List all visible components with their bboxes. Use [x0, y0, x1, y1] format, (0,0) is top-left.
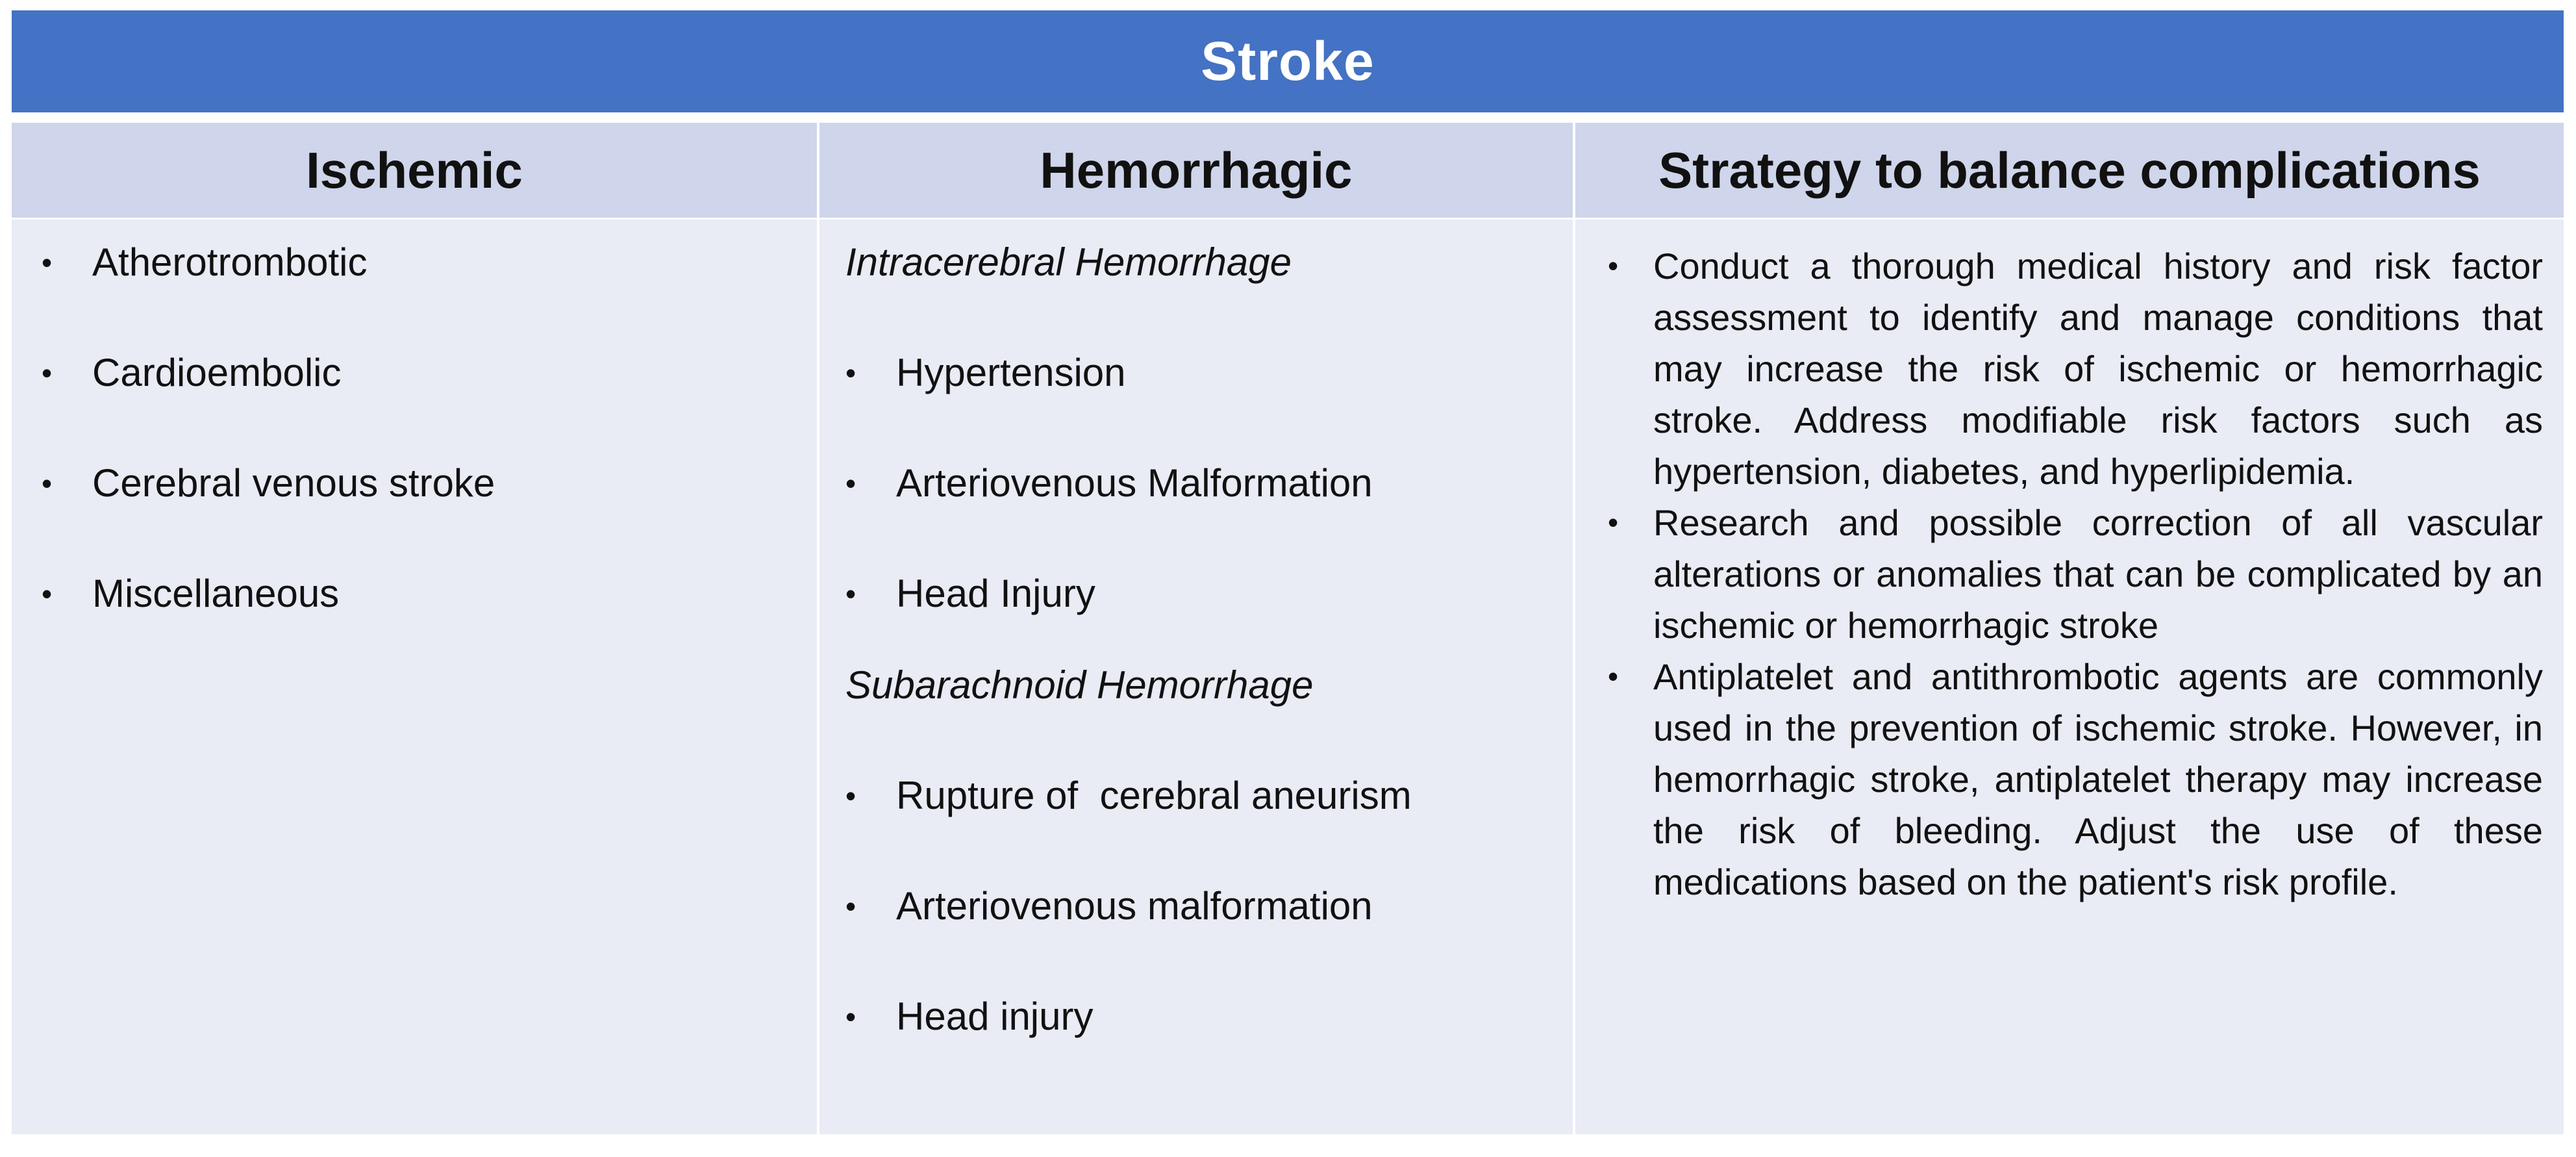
- intracerebral-list: [845, 350, 1373, 617]
- intracerebral-heading: Intracerebral Hemorrhage: [845, 240, 1292, 284]
- list-item: [1608, 497, 2543, 651]
- list-item: [845, 460, 1373, 507]
- ischemic-cell: [12, 220, 817, 1134]
- header-ischemic: [12, 123, 817, 218]
- header-strategy-label: Strategy to balance complications: [1658, 141, 2481, 199]
- subarachnoid-item: Arteriovenous malformation: [896, 884, 1373, 928]
- header-row: [12, 123, 2564, 218]
- strategy-item: Research and possible correction of all vascular alterations or anomalies that can be complicated by an ischemic or hemorrhagic stroke: [1653, 502, 2543, 646]
- ischemic-item: Atherotrombotic: [92, 240, 368, 284]
- body-row: [12, 220, 2564, 1134]
- table-title-bar: [12, 10, 2564, 112]
- table-title: Stroke: [1201, 31, 1375, 92]
- intracerebral-item: Head Injury: [896, 572, 1095, 615]
- bullet-icon: •: [845, 779, 857, 813]
- list-item: [1608, 240, 2543, 497]
- list-item: [845, 883, 1373, 930]
- intracerebral-item: Arteriovenous Malformation: [896, 461, 1373, 505]
- bullet-icon: •: [42, 577, 53, 611]
- subarachnoid-item: Head injury: [896, 995, 1094, 1038]
- ischemic-item: Cerebral venous stroke: [92, 461, 495, 505]
- subarachnoid-heading: Subarachnoid Hemorrhage: [845, 663, 1314, 707]
- subarachnoid-list: [845, 772, 1412, 1040]
- bullet-icon: •: [845, 466, 857, 500]
- header-hemorrhagic: [819, 123, 1573, 218]
- bullet-icon: •: [42, 356, 53, 390]
- header-ischemic-label: Ischemic: [306, 141, 523, 199]
- list-item: [845, 570, 1313, 617]
- intracerebral-item: Hypertension: [896, 351, 1126, 394]
- list-item: [845, 993, 1313, 1040]
- list-item: [845, 772, 1412, 819]
- strategy-list: [1608, 240, 2543, 908]
- ischemic-item: Miscellaneous: [92, 572, 340, 615]
- bullet-icon: •: [845, 356, 857, 390]
- bullet-icon: •: [42, 466, 53, 500]
- strategy-cell: [1575, 220, 2564, 1134]
- list-item: [1608, 651, 2543, 908]
- bullet-icon: •: [1608, 249, 1619, 283]
- list-item: [845, 350, 1313, 396]
- hemorrhagic-cell: [819, 220, 1573, 1134]
- bullet-icon: •: [1608, 659, 1619, 693]
- bullet-icon: •: [845, 577, 857, 611]
- stroke-table: [12, 10, 2564, 1134]
- header-hemorrhagic-label: Hemorrhagic: [1040, 141, 1353, 199]
- header-strategy: [1575, 123, 2564, 218]
- bullet-icon: •: [42, 246, 53, 279]
- strategy-item: Conduct a thorough medical history and risk factor assessment to identify and manage conditions that may increase the risk of ischemic or hemorrhagic stroke. Address modifiable risk factors such as hypertension, diabetes, and hyperlipidemia.: [1653, 246, 2543, 492]
- hemorrhagic-block: [845, 239, 1412, 1104]
- bullet-icon: •: [845, 889, 857, 923]
- strategy-item: Antiplatelet and antithrombotic agents are commonly used in the prevention of ischemic stroke. However, in hemorrhagic stroke, antiplatelet therapy may increase the risk of bleeding. Adjust the use of these medications based on the patient's risk profile.: [1653, 656, 2543, 902]
- ischemic-item: Cardioembolic: [92, 351, 342, 394]
- subarachnoid-item: Rupture of cerebral aneurism: [896, 774, 1412, 817]
- bullet-icon: •: [1608, 505, 1619, 539]
- bullet-icon: •: [845, 1000, 857, 1034]
